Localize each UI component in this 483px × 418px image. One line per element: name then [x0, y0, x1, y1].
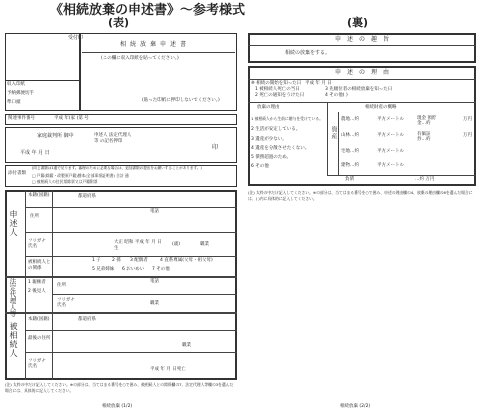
estate-label: 相続財産の概略 — [365, 105, 397, 110]
receipt-stamp-label: 受付印 — [68, 35, 84, 41]
front-side-label: (表) — [108, 16, 130, 29]
applicant-phone: 電話 — [150, 209, 159, 214]
fee-note: (この欄に収入印紙を貼ってください。) — [101, 56, 179, 61]
asset-4-b: 平方メートル — [377, 163, 404, 168]
asset-1-b: 平方メートル — [377, 117, 404, 122]
attachments-label: 添付書類 — [8, 171, 26, 176]
applicant-domicile-label: 本籍(国籍) — [28, 193, 50, 198]
page-title: 《相続放棄の申述書》～参考様式 — [50, 3, 246, 18]
deceased-address-label: 最後の住所 — [28, 336, 51, 341]
applicant-prefecture: 都道府県 — [78, 194, 96, 199]
applicant-relation-label: 被相続人との関係 — [28, 260, 51, 271]
applicant-section-label: 申述人 — [9, 210, 18, 237]
relation-item-1: 1 子 — [92, 258, 101, 263]
asset-2-b: 平方メートル — [377, 133, 404, 138]
asset-3-b: 平方メートル — [377, 149, 404, 154]
attachment-item-1: □ 戸籍(除籍・改製原戸籍)謄本(全部事項証明書) 合計 通 — [32, 173, 129, 178]
relation-item-5: 5 兄弟姉妹 — [92, 267, 115, 272]
debt-value: …約 万円 — [415, 177, 435, 182]
receipt-line-3: 準口頭 — [7, 100, 21, 105]
court-label: 家庭裁判所 御中 — [37, 133, 74, 139]
applicant-occupation: 職業 — [200, 242, 209, 247]
asset-4-a: 建物…約 — [341, 163, 359, 168]
know-item-4: 4 その他( ) — [325, 93, 348, 98]
asset-2-c: 有価証券…約 — [417, 132, 431, 142]
deceased-domicile-label: 本籍(国籍) — [28, 317, 50, 322]
know-item-3: 3 先順位者の相続放棄を知った日 — [325, 87, 393, 92]
asset-1-d: 万円 — [463, 117, 472, 122]
reason-item-3: 3 遺産が少ない。 — [251, 137, 287, 142]
agent-section-label: 法定代理人等 — [8, 278, 17, 317]
asset-label: 資産 — [330, 126, 337, 140]
filing-date: 平成 年 月 日 — [20, 150, 50, 156]
back-footnote: (注) 太枠の中だけ記入してください。※の部分は、当てはまる番号を○で囲み、申述の理由欄の4、放棄の理由欄の6を選んだ場合には、( )内に具体的に記入してください。 — [248, 190, 473, 201]
relation-item-3: 3 配偶者 — [130, 258, 148, 263]
applicant-name-label: フリガナ 氏名 — [28, 239, 46, 249]
applicant-birth: 大正 昭和 平成 年 月 日生 — [114, 240, 162, 251]
reason-item-4: 4 遺産を分散させたくない。 — [251, 146, 310, 151]
agent-item-2: 2 後見人 — [28, 289, 46, 294]
applicant-address-label: 住所 — [30, 214, 39, 219]
know-label: ※ 相続の開始を知った日 — [251, 81, 302, 86]
form-name: 相続放棄申述書 — [120, 41, 191, 48]
agent-name-label: フリガナ 氏名 — [57, 298, 75, 308]
signature-seal: 印 — [212, 144, 219, 151]
signature-label: 申述人 法定代理人等 の記名押印 — [94, 133, 132, 144]
attachment-item-2: □ 被相続人の住民票除票又は戸籍附票 — [32, 179, 98, 184]
back-side-label: (裏) — [347, 16, 369, 29]
reason-item-5: 5 債務超過のため。 — [251, 155, 292, 160]
relation-item-4: 4 直系尊属(父母・祖父母) — [160, 258, 213, 263]
reason-item-1: 1 被相続人から生前に贈与を受けている。 — [251, 116, 323, 121]
debt-label: 負債 — [345, 177, 354, 182]
deceased-section-label: 被相続人 — [9, 322, 18, 358]
case-number-row — [5, 114, 237, 125]
attachments-note: (同じ書類は1通で足ります。審理のために必要な場合は、追加書類の提出をお願いすることがあります。) — [32, 166, 202, 170]
deceased-prefecture: 都道府県 — [78, 317, 96, 322]
asset-3-a: 宅地…約 — [341, 149, 359, 154]
deceased-name-label: フリガナ 氏名 — [28, 359, 46, 369]
front-footnote: (注) 太枠の中だけ記入してください。※の部分は、当てはまる番号を○で囲み、被相続人との関係欄の7、法定代理人等欄の3を選んだ場合には、具体的に記入してください。 — [5, 382, 234, 393]
reason-item-6: 6 その他 — [251, 164, 269, 169]
back-page — [245, 30, 481, 416]
receipt-line-2: 予納郵便切手 — [7, 91, 34, 96]
asset-1-c: 現金 預貯金…約 — [417, 116, 437, 126]
deceased-occupation: 職業 — [182, 343, 191, 348]
purpose-text: 相続の放棄をする。 — [285, 50, 331, 56]
agent-phone: 電話 — [150, 279, 159, 284]
asset-2-a: 山林…約 — [341, 133, 359, 138]
case-number-label: 関連事件番号 — [8, 116, 35, 121]
asset-1-a: 農地…約 — [341, 117, 359, 122]
agent-occupation: 職業 — [150, 301, 159, 306]
relation-item-7: 7 その他 — [152, 267, 170, 272]
know-item-2: 2 死亡の通知をうけた日 — [255, 93, 305, 98]
case-number-value: 平成 年(家 )第 号 — [54, 116, 89, 121]
purpose-header: 申述の趣旨 — [335, 36, 396, 43]
know-item-1: 1 被相続人死亡の当日 — [255, 87, 300, 92]
front-page-number: 相続放棄 (1/2) — [102, 404, 133, 409]
reason-header: 申述の理由 — [335, 69, 396, 76]
relation-item-2: 2 孫 — [112, 258, 121, 263]
reason-label: 放棄の理由 — [257, 105, 280, 110]
front-page — [2, 30, 240, 416]
agent-address-label: 住所 — [57, 283, 66, 288]
fee-note-2: (貼った印紙に押印しないでください。) — [142, 98, 220, 103]
relation-item-6: 6 おいめい — [122, 267, 145, 272]
death-date: 平成 年 月 日死亡 — [150, 367, 186, 372]
agent-item-1: 1 親権者 — [28, 280, 46, 285]
asset-2-d: 万円 — [463, 133, 472, 138]
applicant-age: (歳) — [172, 242, 181, 247]
receipt-line-1: 収入印紙 — [7, 82, 25, 87]
know-value: 平成 年 月 日 — [305, 81, 332, 86]
reason-item-2: 2 生活が安定している。 — [251, 127, 301, 132]
back-page-number: 相続放棄 (2/2) — [340, 404, 371, 409]
